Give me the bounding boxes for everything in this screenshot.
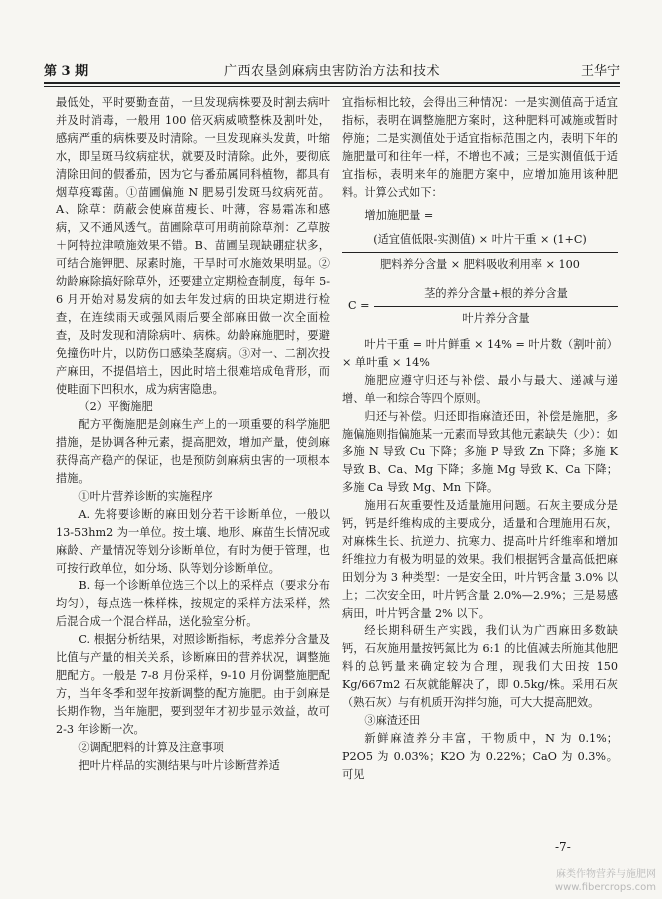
paragraph: A. 先将要诊断的麻田划分若干诊断单位，一般以 13-53hm2 为一单位。按土壤、地形、麻苗生长情况或麻龄、产量情况等划分诊断单位，有时为便于管理，也可按行政单位，如分场、队等划分诊断单位。 [56, 507, 330, 575]
paragraph: 新鲜麻渣养分丰富，干物质中，N 为 0.1%；P2O5 为 0.03%；K2O 为 0.22%；CaO 为 0.3%。可见 [342, 731, 618, 781]
watermark-line: www.fibercrops.com [554, 882, 656, 893]
left-column [56, 94, 330, 774]
formula-numerator: (适宜值低限-实测值) × 叶片干重 × (1+C) [342, 229, 618, 253]
subsection-heading: ②调配肥料的计算及注意事项 [78, 740, 224, 754]
right-column [342, 94, 618, 784]
paragraph: 归还与补偿。归还即指麻渣还田，补偿是施肥，多施偏施则指偏施某一元素而导致其他元素缺失（少）：如多施 N 导致 Cu 下降；多施 P 导致 Zn 下降；多施 K 导致 B、Ca、Mg 下降；多施 Mg 导致 K、Ca 下降；多施 Ca 导致 Mg、Mn 下降。 [342, 409, 618, 495]
paragraph: 叶片干重 = 叶片鲜重 × 14% = 叶片数（割叶前）× 单叶重 × 14% [342, 337, 618, 369]
paragraph: 施肥应遵守归还与补偿、最小与最大、递减与递增、单一和综合等四个原则。 [342, 373, 618, 405]
c-numerator: 茎的养分含量+根的养分含量 [374, 284, 618, 307]
running-author: 王华宁 [580, 64, 620, 79]
paragraph: 最低处，平时要勤查苗，一旦发现病株要及时割去病叶并及时消毒，一般用 100 倍灭病威喷整株及割叶处，感病严重的病株要及时清除。一旦发现麻头发黄，叶缩水，即呈斑马纹病症状，就要及时清除。此外，要彻底清除田间的假番茄，因为它与番茄属同科植物，都具有烟草疫霉菌。①苗圃偏施 N 肥易引发斑马纹病死苗。A、除草：荫蔽会使麻苗瘦长、叶薄，容易霜冻和感病，又不通风透气。苗圃除草可用萌前除草剂：乙草胺＋阿特拉津喷施效果不错。B、苗圃呈现缺硼症状多，可结合施钾肥、尿素时施，干旱时可水施效果明显。②幼龄麻除搞好除草外，还要建立定期检查制度，每年 5-6 月开始对易发病的如去年发过病的田块定期进行检查，在连续雨天或强风雨后要全部麻田做一次全面检查，及时发现和清除病叶、病株。幼龄麻施肥时，要避免撞伤叶片，以防伤口感染茎腐病。③对一、二割次投产麻田，不提倡培土，因此时培土很难培成龟背形，而使畦面下凹积水，成为病害隐患。 [56, 96, 330, 396]
subsection-heading: ③麻渣还田 [364, 714, 421, 727]
running-header [44, 60, 620, 82]
paragraph: 宜指标相比较，会得出三种情况：一是实测值高于适宜指标，表明在调整施肥方案时，这种肥料可减施或暂时停施；二是实测值处于适宜指标范围之内，表明下年的施肥量可和往年一样，不增也不减；三是实测值低于适宜指标，表明来年的施肥方案中，应增加施用该种肥料。计算公式如下： [342, 96, 618, 199]
c-formula [342, 284, 618, 328]
paragraph: B. 每一个诊断单位选三个以上的采样点（要求分布均匀），每点选一株样株，按规定的采样方法采样，然后混合成一个混合样品，送化验室分析。 [56, 579, 330, 629]
issue-number: 第 3 期 [44, 64, 89, 79]
formula-denominator: 肥料养分含量 × 肥料吸收利用率 × 100 [380, 258, 580, 272]
fertilizer-formula [342, 207, 618, 274]
watermark-line: 麻类作物营养与施肥网 [556, 869, 656, 880]
running-title: 广西农垦剑麻病虫害防治方法和技术 [223, 64, 440, 79]
formula-lhs: 增加施肥量 = [364, 209, 434, 223]
c-denominator: 叶片养分含量 [462, 312, 530, 326]
site-watermark [555, 868, 656, 894]
formula-fraction [342, 229, 618, 274]
section-heading: （2）平衡施肥 [78, 400, 153, 414]
paragraph: 经长期科研生产实践，我们认为广西麻田多数缺钙，石灰施用量按钙氮比为 6:1 的比值减去所施其他肥料的总钙量来确定较为合理，现我们大田按 150 Kg/667m2 石灰就能解决了，即 0.5kg/株。采用石灰（熟石灰）与有机质开沟拌匀施，可大大提高肥效。 [342, 624, 618, 710]
paragraph: C. 根据分析结果，对照诊断指标，考虑养分含量及比值与产量的相关关系，诊断麻田的营养状况，调整施肥配方。一般是 7-8 月份采样，9-10 月份调整施肥配方，当年冬季和翌年按新调整的配方施肥。由于剑麻是长期作物，当年施肥，要到翌年才初步显示效益，故可 2-3 年诊断一次。 [56, 633, 330, 736]
subsection-heading: ①叶片营养诊断的实施程序 [78, 489, 213, 503]
paragraph: 施用石灰重要性及适量施用问题。石灰主要成分是钙，钙是纤维构成的主要成分，适量和合理施用石灰，对麻株生长、抗逆力、抗寒力、提高叶片纤维率和增加纤维拉力有极为明显的效果。我们根据钙含量高低把麻田划分为 3 种类型：一是安全田，叶片钙含量 3.0% 以上；二次安全田，叶片钙含量 2.0%—2.9%；三是易感病田，叶片钙含量 2% 以下。 [342, 499, 618, 620]
header-rule-thin [44, 86, 620, 87]
c-fraction [374, 284, 618, 328]
paragraph: 把叶片样品的实测结果与叶片诊断营养适 [78, 758, 280, 772]
paragraph: 配方平衡施肥是剑麻生产上的一项重要的科学施肥措施，是协调各种元素，提高肥效，增加产量，使剑麻获得高产稳产的保证，也是预防剑麻病虫害的一项根本措施。 [56, 418, 330, 486]
page-number: -7- [555, 840, 571, 854]
c-label: C = [348, 299, 370, 313]
header-rule-thick [44, 82, 620, 84]
